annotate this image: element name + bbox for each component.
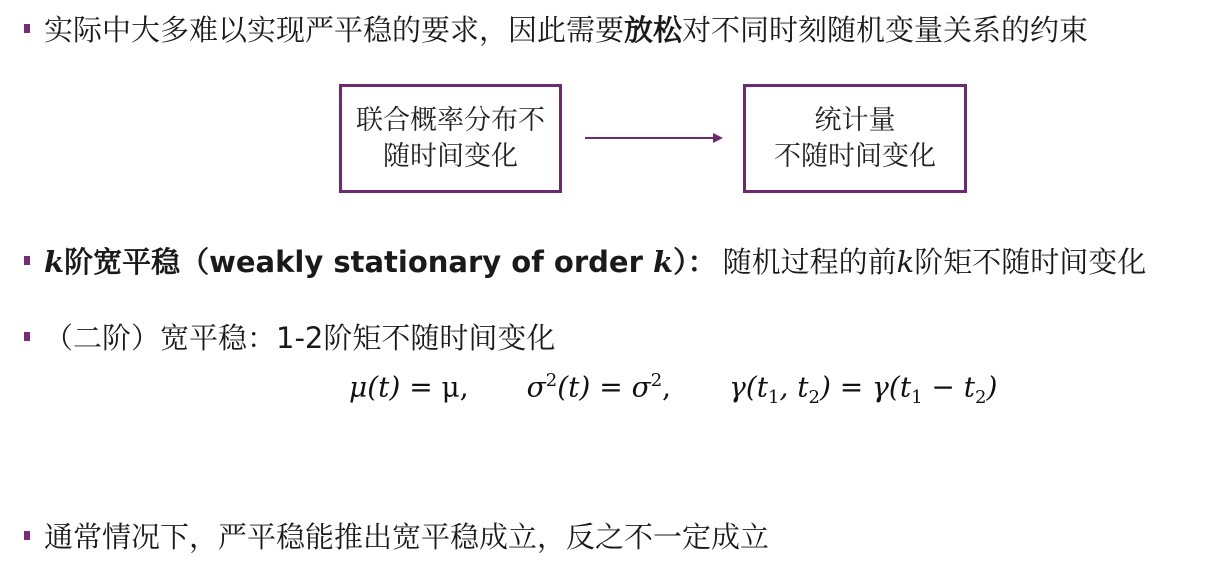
stationarity-formula — [349, 370, 997, 408]
formula-sigma-exp2: 2 — [650, 370, 663, 391]
bullet-marker — [24, 256, 30, 265]
formula-gamma-mid: ) = γ(t — [819, 370, 912, 404]
formula-mean-rhs: = μ, — [400, 370, 469, 404]
conclusion-text: 通常情况下，严平稳能推出宽平稳成立，反之不一定成立 — [44, 520, 770, 554]
kth-desc-b: 阶矩不随时间变化 — [914, 245, 1147, 279]
formula-mid1: , t — [779, 370, 809, 404]
k-symbol: k — [44, 245, 65, 279]
diagram-box-joint-distribution — [339, 84, 562, 193]
formula-sigma: σ — [526, 370, 546, 404]
formula-sub2: 2 — [808, 386, 820, 408]
box-right-line-2: 不随时间变化 — [774, 140, 936, 172]
kth-title-close: ）： — [673, 245, 717, 279]
formula-gamma-lhs: γ(t — [729, 370, 768, 404]
diagram-box-statistics — [743, 84, 967, 193]
bullet-second-order — [24, 316, 555, 357]
formula-sigma-t: (t) = σ — [557, 370, 651, 404]
second-order-text: （二阶）宽平稳：1-2阶矩不随时间变化 — [44, 321, 556, 355]
bullet-marker — [24, 24, 30, 33]
kth-title — [44, 240, 717, 281]
formula-mean-lhs: μ(t) — [349, 370, 401, 404]
bullet-kth-order-weak-stationary — [24, 240, 1146, 281]
kth-desc — [723, 240, 1147, 281]
formula-sub4: 2 — [975, 386, 987, 408]
intro-text-before: 实际中大多难以实现严平稳的要求，因此需要 — [44, 13, 625, 47]
kth-title-text: 阶宽平稳（weakly stationary of order — [64, 245, 653, 279]
formula-sigma-exp: 2 — [545, 370, 558, 391]
k-symbol-3: k — [896, 245, 915, 279]
formula-close: ) — [986, 370, 998, 404]
bullet-intro — [24, 8, 1088, 49]
right-arrow-icon — [585, 126, 725, 150]
intro-text-after: 对不同时刻随机变量关系的约束 — [682, 13, 1089, 47]
formula-sigma-end: , — [662, 370, 672, 404]
box-left-line-1: 联合概率分布不 — [356, 104, 545, 136]
kth-desc-a: 随机过程的前 — [722, 245, 897, 279]
box-left-line-2: 随时间变化 — [383, 140, 518, 172]
formula-sub3: 1 — [911, 386, 923, 408]
k-symbol-2: k — [652, 245, 674, 279]
bullet-marker — [24, 332, 30, 341]
formula-sub1: 1 — [768, 386, 780, 408]
intro-text-bold: 放松 — [624, 13, 683, 47]
bullet-marker — [24, 531, 30, 540]
bullet-conclusion — [24, 515, 769, 556]
formula-minus: − t — [922, 370, 976, 404]
box-right-line-1: 统计量 — [814, 104, 896, 136]
